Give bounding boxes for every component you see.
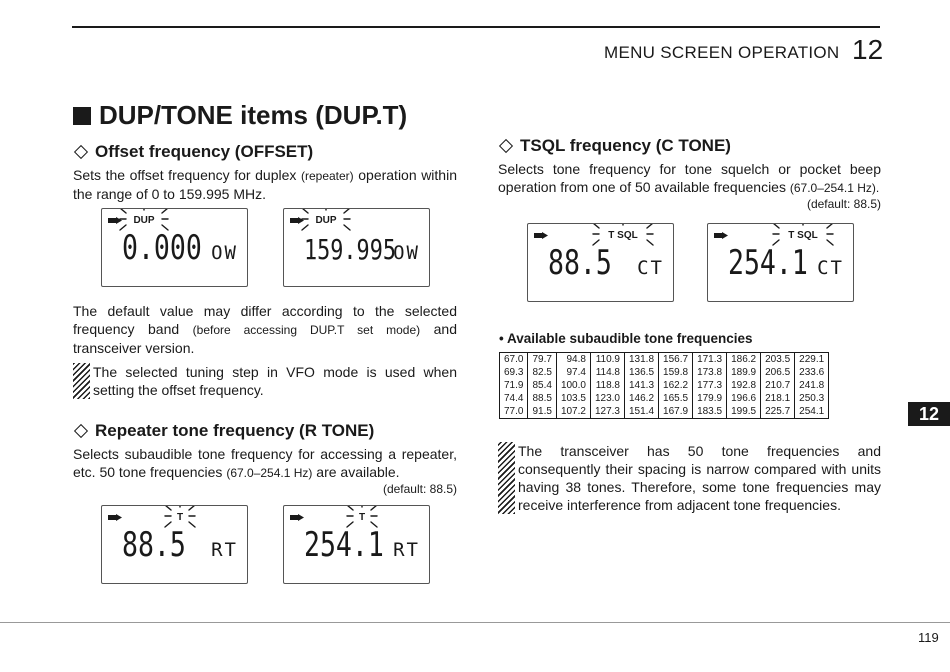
rtone-desc-small: (67.0–254.1 Hz)	[226, 466, 313, 480]
rtone-desc-text-1: Selects subaudible tone frequency for accessing a repeater, etc. 50 tone frequencies	[73, 446, 457, 480]
ctone-desc-small: (67.0–254.1 Hz).	[789, 181, 880, 195]
ctone-heading-text: TSQL frequency (C TONE)	[520, 136, 731, 155]
lcd-mode-label: OW	[393, 242, 420, 264]
offset-desc-text-1: Sets the offset frequency for duplex	[73, 167, 301, 183]
tone-value: 189.9	[731, 367, 757, 378]
diamond-bullet-icon	[74, 424, 88, 438]
tone-value: 171.3	[697, 354, 723, 365]
page-number: 119	[918, 630, 939, 645]
offset-default-note	[73, 302, 457, 357]
rtone-description	[73, 445, 457, 482]
tone-value: 210.7	[765, 380, 791, 391]
lcd-frequency-digits: 254.1	[304, 525, 384, 565]
offset-desc-text-2: operation within the range of 0 to 159.995 MHz.	[73, 167, 457, 202]
tone-value: 127.3	[594, 406, 620, 417]
tone-column	[556, 353, 590, 419]
lcd-mode-label: CT	[637, 257, 664, 279]
rtone-desc-text-2: are available.	[312, 464, 400, 480]
lcd-frequency-digits: 88.5	[122, 525, 186, 565]
lcd-ctone-max-graphic	[708, 224, 853, 301]
tone-value: 67.0	[504, 354, 524, 365]
offset-desc-small: (repeater)	[300, 169, 354, 183]
tone-value: 206.5	[765, 367, 791, 378]
tone-value: 156.7	[663, 354, 689, 365]
chapter-tab: 12	[908, 402, 950, 426]
tone-value: 250.3	[799, 393, 825, 404]
lcd-rtone-max-graphic	[284, 506, 429, 583]
tone-column	[500, 353, 528, 419]
tone-table-row	[500, 353, 829, 419]
top-rule	[72, 26, 880, 28]
tone-column	[727, 353, 761, 419]
tone-value: 114.8	[595, 367, 620, 378]
tone-column	[590, 353, 624, 419]
default-note-small: (before accessing DUP.T set mode)	[192, 323, 421, 337]
lcd-indicator: DUP	[133, 215, 155, 226]
tone-value: 131.8	[629, 354, 655, 365]
tone-value: 94.8	[566, 354, 586, 365]
tone-column	[528, 353, 556, 419]
ctone-desc-text-1: Selects tone frequency for tone squelch or pocket beep operation from one of 50 available frequencies	[498, 161, 881, 195]
diamond-bullet-icon	[74, 145, 88, 159]
tone-value: 167.9	[663, 406, 689, 417]
lcd-ctone-default-graphic	[528, 224, 673, 301]
tone-column	[693, 353, 727, 419]
tone-value: 173.8	[697, 367, 723, 378]
offset-tip	[73, 363, 457, 399]
lcd-frequency-digits: 0.000	[122, 228, 202, 268]
lcd-mode-label: CT	[817, 257, 844, 279]
lcd-mode-label: RT	[393, 539, 420, 561]
tone-value: 233.6	[799, 367, 825, 378]
ctone-heading	[498, 136, 731, 156]
tone-value: 103.5	[560, 393, 586, 404]
rtone-heading-text: Repeater tone frequency (R TONE)	[95, 421, 375, 440]
default-note-text-1: The default value may differ according to the selected frequency band	[73, 303, 457, 337]
tone-value: 196.6	[731, 393, 757, 404]
note-hatch-icon	[498, 442, 515, 514]
signal-icon	[714, 232, 728, 239]
tone-value: 118.8	[595, 380, 620, 391]
lcd-rtone-max	[283, 505, 430, 584]
lcd-indicator: T	[358, 512, 366, 523]
rtone-default: (default: 88.5)	[382, 482, 457, 496]
tone-value: 146.2	[629, 393, 655, 404]
tone-value: 225.7	[765, 406, 791, 417]
tone-note-text: The transceiver has 50 tone frequencies and consequently their spacing is narrow compared with units having 38 tones. Therefore, some tone frequencies may receive interference from adjacent tone frequencies.	[518, 443, 881, 513]
lcd-ctone-max	[707, 223, 854, 302]
tone-value: 110.9	[595, 354, 620, 365]
tone-value: 218.1	[765, 393, 791, 404]
tone-value: 91.5	[532, 406, 552, 417]
tone-value: 82.5	[532, 367, 552, 378]
default-note-text-2: and transceiver version.	[73, 321, 457, 356]
offset-heading-text: Offset frequency (OFFSET)	[95, 142, 314, 161]
tone-column	[795, 353, 829, 419]
tone-value: 151.4	[629, 406, 655, 417]
lcd-frequency-digits: 254.1	[728, 243, 808, 283]
tone-value: 141.3	[629, 380, 655, 391]
tone-value: 183.5	[697, 406, 723, 417]
tone-value: 229.1	[799, 354, 825, 365]
lcd-offset-max-graphic	[284, 209, 429, 286]
header-chapter-number: 12	[852, 34, 884, 65]
lcd-offset-max	[283, 208, 430, 287]
tone-value: 69.3	[504, 367, 524, 378]
signal-icon	[290, 514, 304, 521]
tone-value: 88.5	[532, 393, 552, 404]
square-bullet-icon	[73, 107, 91, 125]
signal-icon	[290, 217, 304, 224]
signal-icon	[534, 232, 548, 239]
offset-heading	[73, 142, 313, 162]
tone-value: 165.5	[663, 393, 689, 404]
signal-icon	[108, 217, 122, 224]
tone-value: 241.8	[799, 380, 825, 391]
tone-value: 186.2	[731, 354, 757, 365]
rtone-heading	[73, 421, 374, 441]
lcd-rtone-default	[101, 505, 248, 584]
tone-value: 79.7	[532, 354, 552, 365]
lcd-ctone-default	[527, 223, 674, 302]
tone-value: 97.4	[566, 367, 586, 378]
tone-value: 199.5	[731, 406, 757, 417]
offset-tip-text: The selected tuning step in VFO mode is used when setting the offset frequency.	[93, 364, 457, 398]
tone-value: 74.4	[504, 393, 524, 404]
lcd-offset-min	[101, 208, 248, 287]
tone-value: 71.9	[504, 380, 524, 391]
note-hatch-icon	[73, 363, 90, 399]
tone-value: 254.1	[799, 406, 825, 417]
bottom-rule	[0, 622, 950, 623]
tone-column	[761, 353, 795, 419]
ctone-description	[498, 160, 881, 197]
tone-value: 159.8	[663, 367, 689, 378]
tone-value: 77.0	[504, 406, 524, 417]
tone-value: 107.2	[560, 406, 586, 417]
lcd-mode-label: RT	[211, 539, 238, 561]
lcd-offset-min-graphic	[102, 209, 247, 286]
tone-note	[498, 442, 881, 514]
section-title	[73, 100, 407, 131]
header-title: MENU SCREEN OPERATION	[604, 43, 840, 62]
tone-column	[625, 353, 659, 419]
tone-table-heading: • Available subaudible tone frequencies	[499, 331, 753, 346]
lcd-indicator: T	[176, 512, 184, 523]
tone-value: 162.2	[663, 380, 689, 391]
tone-value: 179.9	[697, 393, 723, 404]
tone-frequency-table	[499, 352, 829, 419]
tone-value: 100.0	[560, 380, 586, 391]
offset-description	[73, 166, 457, 203]
diamond-bullet-icon	[499, 139, 513, 153]
lcd-indicator: DUP	[315, 215, 337, 226]
tone-value: 123.0	[594, 393, 620, 404]
signal-icon	[108, 514, 122, 521]
lcd-rtone-default-graphic	[102, 506, 247, 583]
tone-value: 177.3	[697, 380, 723, 391]
lcd-mode-label: OW	[211, 242, 238, 264]
ctone-default: (default: 88.5)	[806, 197, 881, 211]
lcd-indicator: T SQL	[788, 230, 818, 241]
tone-value: 203.5	[765, 354, 791, 365]
lcd-frequency-digits: 159.995	[304, 233, 396, 266]
tone-value: 85.4	[532, 380, 552, 391]
tone-column	[659, 353, 693, 419]
lcd-indicator: T SQL	[608, 230, 638, 241]
tone-value: 136.5	[629, 367, 655, 378]
section-title-text: DUP/TONE items (DUP.T)	[99, 100, 408, 130]
lcd-frequency-digits: 88.5	[548, 243, 612, 283]
tone-value: 192.8	[731, 380, 757, 391]
